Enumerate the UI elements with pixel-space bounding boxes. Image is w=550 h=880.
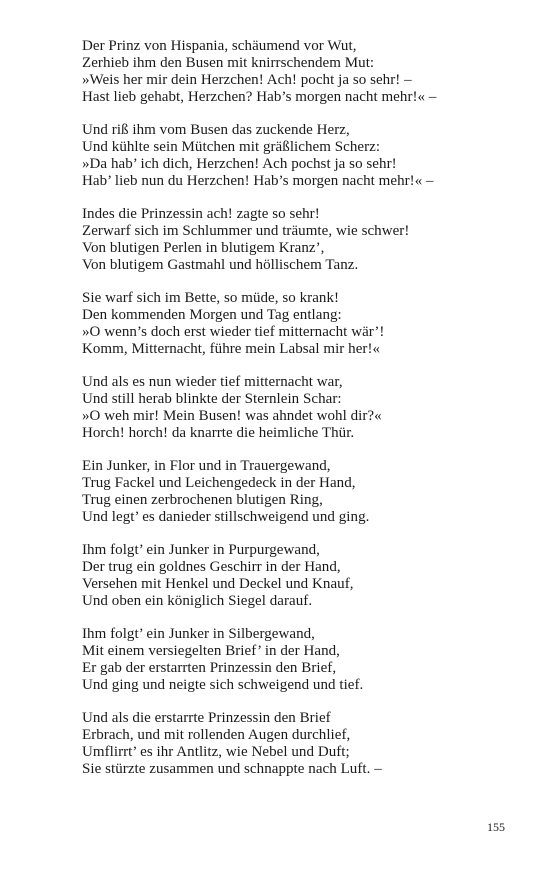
verse-line: Mit einem versiegelten Brief’ in der Hand, bbox=[82, 643, 340, 659]
stanza-2 bbox=[82, 122, 532, 190]
verse-line: Und als die erstarrte Prinzessin den Brief bbox=[82, 710, 331, 726]
verse-line: Versehen mit Henkel und Deckel und Knauf, bbox=[82, 576, 354, 592]
stanza-6 bbox=[82, 458, 532, 526]
verse-line: Der Prinz von Hispania, schäumend vor Wut, bbox=[82, 38, 357, 54]
poem-body bbox=[82, 38, 532, 794]
stanza-8 bbox=[82, 626, 532, 694]
verse-line: Und als es nun wieder tief mitternacht war, bbox=[82, 374, 343, 390]
verse-line: Und oben ein königlich Siegel darauf. bbox=[82, 593, 313, 609]
verse-line: Ihm folgt’ ein Junker in Purpurgewand, bbox=[82, 542, 320, 558]
verse-line: Von blutigem Gastmahl und höllischem Tanz. bbox=[82, 257, 359, 273]
stanza-1 bbox=[82, 38, 532, 106]
verse-line: Sie warf sich im Bette, so müde, so krank! bbox=[82, 290, 340, 306]
stanza-9 bbox=[82, 710, 532, 778]
verse-line: Hab’ lieb nun du Herzchen! Hab’s morgen nacht mehr!« – bbox=[82, 173, 434, 189]
verse-line: Hast lieb gehabt, Herzchen? Hab’s morgen nacht mehr!« – bbox=[82, 89, 437, 105]
page-number: 155 bbox=[487, 820, 505, 834]
verse-line: Erbrach, und mit rollenden Augen durchlief, bbox=[82, 727, 351, 743]
stanza-7 bbox=[82, 542, 532, 610]
verse-line: Komm, Mitternacht, führe mein Labsal mir her!« bbox=[82, 341, 381, 357]
verse-line: Ein Junker, in Flor und in Trauergewand, bbox=[82, 458, 331, 474]
verse-line: Umflirrt’ es ihr Antlitz, wie Nebel und Duft; bbox=[82, 744, 350, 760]
verse-line: Sie stürzte zusammen und schnappte nach Luft. – bbox=[82, 761, 382, 777]
stanza-5 bbox=[82, 374, 532, 442]
verse-line: Von blutigen Perlen in blutigem Kranz’, bbox=[82, 240, 325, 256]
verse-line: »Da hab’ ich dich, Herzchen! Ach pochst ja so sehr! bbox=[82, 156, 397, 172]
verse-line: Und legt’ es danieder stillschweigend und ging. bbox=[82, 509, 370, 525]
verse-line: Trug einen zerbrochenen blutigen Ring, bbox=[82, 492, 323, 508]
verse-line: »O weh mir! Mein Busen! was ahndet wohl dir?« bbox=[82, 408, 382, 424]
verse-line: Und ging und neigte sich schweigend und tief. bbox=[82, 677, 364, 693]
verse-line: Horch! horch! da knarrte die heimliche Thür. bbox=[82, 425, 355, 441]
verse-line: Zerhieb ihm den Busen mit knirrschendem Mut: bbox=[82, 55, 375, 71]
verse-line: Den kommenden Morgen und Tag entlang: bbox=[82, 307, 342, 323]
verse-line: Und still herab blinkte der Sternlein Schar: bbox=[82, 391, 342, 407]
stanza-3 bbox=[82, 206, 532, 274]
verse-line: Trug Fackel und Leichengedeck in der Hand, bbox=[82, 475, 356, 491]
verse-line: »Weis her mir dein Herzchen! Ach! pocht ja so sehr! – bbox=[82, 72, 412, 88]
verse-line: »O wenn’s doch erst wieder tief mitternacht wär’! bbox=[82, 324, 385, 340]
verse-line: Er gab der erstarrten Prinzessin den Brief, bbox=[82, 660, 337, 676]
verse-line: Und kühlte sein Mütchen mit gräßlichem Scherz: bbox=[82, 139, 381, 155]
verse-line: Indes die Prinzessin ach! zagte so sehr! bbox=[82, 206, 320, 222]
verse-line: Und riß ihm vom Busen das zuckende Herz, bbox=[82, 122, 350, 138]
verse-line: Der trug ein goldnes Geschirr in der Hand, bbox=[82, 559, 341, 575]
verse-line: Ihm folgt’ ein Junker in Silbergewand, bbox=[82, 626, 315, 642]
stanza-4 bbox=[82, 290, 532, 358]
verse-line: Zerwarf sich im Schlummer und träumte, wie schwer! bbox=[82, 223, 410, 239]
